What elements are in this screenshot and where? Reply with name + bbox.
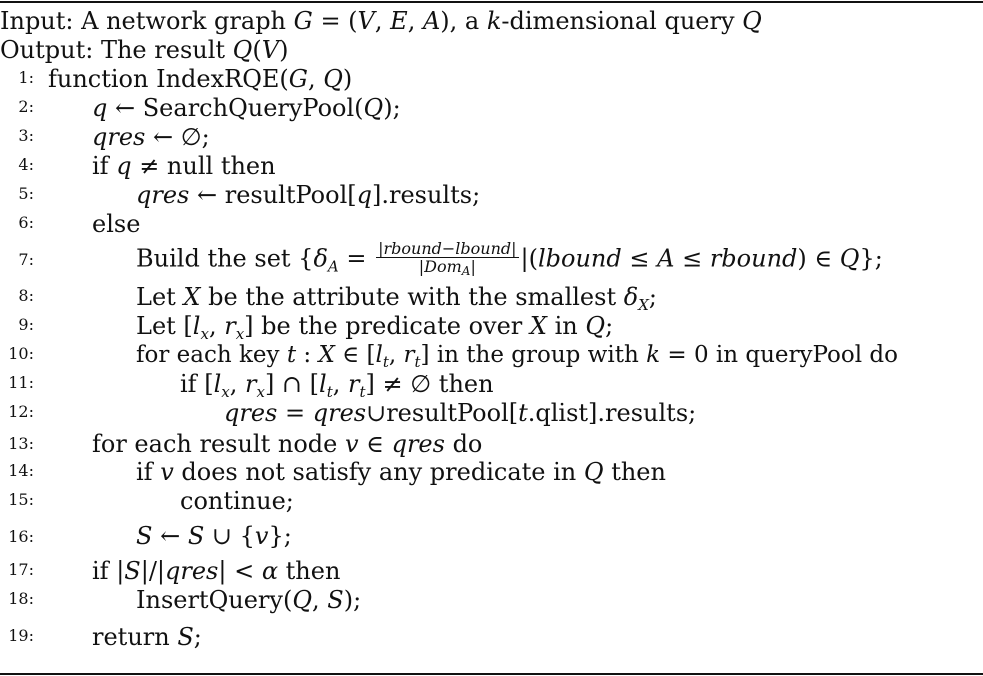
code-var: Q [363, 94, 384, 122]
line-code [180, 489, 294, 513]
algo-line-14 [0, 457, 983, 486]
output-text-2: ( [252, 36, 262, 64]
algo-line-17 [0, 556, 983, 585]
k-symbol: k [486, 7, 502, 35]
input-text-4: , [407, 7, 423, 35]
code-text: = [277, 399, 313, 427]
code-var: Q [292, 586, 312, 614]
code-text: ∈ [358, 430, 392, 458]
code-var: qres [391, 430, 445, 458]
code-text: , [307, 65, 324, 93]
code-var: r [224, 312, 236, 340]
line-number: 11: [8, 373, 34, 392]
code-text: , [388, 342, 404, 368]
code-var: v [344, 430, 359, 458]
code-var: Q [323, 65, 343, 93]
line-number: 14: [8, 461, 34, 480]
line-code [92, 559, 340, 583]
code-var: S [136, 522, 153, 550]
code-text: | < [218, 557, 262, 585]
line-number: 1: [18, 68, 34, 87]
output-line [0, 38, 288, 62]
code-text: if [92, 152, 117, 180]
output-text-1: The result [100, 36, 233, 64]
code-text: else [92, 210, 141, 238]
input-row [0, 6, 983, 35]
line-code [92, 625, 202, 649]
line-code [136, 460, 666, 484]
code-text: , [312, 586, 328, 614]
code-var: X [183, 283, 201, 311]
code-text: ← resultPool[ [189, 181, 357, 209]
algo-line-19 [0, 622, 983, 651]
algo-line-6 [0, 209, 983, 238]
code-text: , [208, 312, 225, 340]
line-code [136, 588, 361, 612]
code-var: r [403, 342, 415, 368]
code-var: qres [165, 557, 219, 585]
subscript: t [382, 353, 389, 371]
subscript: x [235, 325, 245, 343]
line-number: 19: [8, 626, 34, 645]
line-number: 6: [18, 213, 34, 232]
subscript: t [326, 383, 333, 401]
line-number: 2: [18, 97, 34, 116]
line-code [136, 183, 480, 207]
line-code [92, 125, 210, 149]
delta-symbol: δ [623, 283, 639, 311]
code-var: l [319, 370, 327, 398]
input-text-3: , [374, 7, 391, 35]
line-number: 12: [8, 402, 34, 421]
algo-line-15 [0, 486, 983, 517]
subscript: X [638, 296, 649, 314]
line-number: 17: [8, 560, 34, 579]
algo-line-8 [0, 282, 983, 314]
line-code [224, 401, 696, 425]
code-var: A [657, 244, 675, 273]
code-text: .qlist].results; [527, 399, 697, 427]
code-var: t [286, 342, 297, 368]
code-var: r [348, 370, 360, 398]
code-text: ∈ [ [334, 342, 376, 368]
code-text: if | [92, 557, 125, 585]
input-label: Input: [0, 7, 74, 35]
edge-symbol: E [390, 7, 408, 35]
line-number: 7: [18, 250, 34, 269]
code-var: X [529, 312, 547, 340]
code-var: qres [136, 181, 190, 209]
top-rule [0, 1, 983, 3]
code-text: then [278, 557, 341, 585]
code-text: }; [268, 522, 292, 550]
code-text: in [547, 312, 586, 340]
code-var: t [518, 399, 528, 427]
code-text: ) [342, 65, 353, 93]
algo-line-16 [0, 517, 983, 556]
code-text: ← [152, 522, 188, 550]
line-code [92, 96, 401, 120]
code-text: , [229, 370, 245, 398]
code-var: l [192, 312, 201, 340]
line-number: 8: [18, 286, 34, 305]
output-query-symbol: Q [232, 36, 253, 64]
output-vertex-symbol: V [261, 36, 280, 64]
code-text: ) ∈ [797, 244, 840, 273]
attribute-symbol: A [422, 7, 441, 35]
graph-symbol: G [293, 7, 313, 35]
code-var: lbound [537, 244, 622, 273]
code-text: |/| [140, 557, 165, 585]
subscript: A [461, 264, 471, 278]
subscript: x [200, 325, 209, 343]
code-var: l [375, 342, 383, 368]
code-text: function IndexRQE( [48, 65, 289, 93]
line-number: 4: [18, 155, 34, 174]
code-var: v [254, 522, 269, 550]
line-code [136, 524, 292, 548]
line-number: 9: [18, 315, 34, 334]
code-text: ] in the group with [420, 342, 647, 368]
input-text-6: -dimensional query [501, 7, 743, 35]
line-number: 13: [8, 434, 34, 453]
code-var: q [356, 181, 372, 209]
line-number: 5: [18, 184, 34, 203]
code-text: return [92, 623, 178, 651]
line-code [48, 67, 352, 91]
algorithm-block [0, 6, 983, 651]
code-text: ); [383, 94, 401, 122]
code-text: be the attribute with the smallest [200, 283, 624, 311]
input-text-5: ), a [440, 7, 487, 35]
code-var: Q [585, 312, 606, 340]
output-row [0, 35, 983, 64]
line-code [92, 212, 140, 236]
code-text: does not satisfy any predicate in [173, 458, 584, 486]
input-text-1: A network graph [81, 7, 294, 35]
code-var: Q [583, 458, 604, 486]
code-text: }; [859, 244, 883, 273]
algo-line-4 [0, 151, 983, 180]
code-text: Let [136, 283, 184, 311]
fraction-numerator: |rbound−lbound| [378, 239, 517, 258]
algo-line-10 [0, 340, 983, 369]
code-var: l [213, 370, 222, 398]
code-text: ] ∩ [ [264, 370, 320, 398]
algo-line-7 [0, 238, 983, 282]
code-text: = [338, 244, 375, 273]
algo-line-3 [0, 122, 983, 151]
line-number: 18: [8, 589, 34, 608]
algo-line-12 [0, 398, 983, 427]
code-text: continue; [180, 487, 294, 515]
subscript: A [327, 257, 339, 276]
code-text: for each result node [92, 430, 345, 458]
code-text: ≠ null then [131, 152, 276, 180]
output-text-3: ) [279, 36, 289, 64]
subscript: x [256, 383, 265, 401]
fraction-denominator [376, 258, 518, 280]
subscript: x [221, 383, 230, 401]
line-number: 15: [8, 490, 34, 509]
algo-line-2 [0, 93, 983, 122]
code-text: ∪ { [204, 522, 255, 550]
code-text: ] be the predicate over [244, 312, 530, 340]
code-text: Build the set { [136, 244, 314, 273]
code-text: , [332, 370, 349, 398]
code-text: then [603, 458, 666, 486]
code-text: ∪resultPool[ [366, 399, 519, 427]
code-var: S [327, 586, 344, 614]
vertex-symbol: V [357, 7, 375, 35]
code-text: ; [193, 623, 202, 651]
code-var: S [124, 557, 141, 585]
code-text: InsertQuery( [136, 586, 293, 614]
line-number: 16: [8, 527, 34, 546]
code-var: rbound [709, 244, 798, 273]
code-text: ← SearchQueryPool( [107, 94, 364, 122]
code-text: if [136, 458, 161, 486]
line-code [92, 432, 482, 456]
code-var: q [92, 94, 108, 122]
code-var: Q [839, 244, 860, 273]
algo-line-9 [0, 311, 983, 343]
code-text: ≤ [621, 244, 658, 273]
bottom-rule [0, 673, 983, 675]
code-text: Let [ [136, 312, 193, 340]
code-var: r [244, 370, 257, 398]
code-var: k [646, 342, 661, 368]
code-var: q [116, 152, 132, 180]
code-text: ; [605, 312, 614, 340]
code-text: ; [648, 283, 657, 311]
output-label: Output: [0, 36, 94, 64]
code-var: S [187, 522, 205, 550]
code-text: ); [343, 586, 362, 614]
algo-line-5 [0, 180, 983, 209]
query-symbol: Q [742, 7, 762, 35]
code-text: |( [520, 244, 538, 273]
code-text: do [444, 430, 483, 458]
code-var: qres [312, 399, 367, 427]
fraction [376, 240, 518, 280]
code-var: qres [224, 399, 278, 427]
alpha-symbol: α [261, 557, 279, 585]
algo-line-11 [0, 369, 983, 401]
code-text: for each key [136, 342, 287, 368]
code-var: qres [92, 123, 146, 151]
subscript: t [359, 383, 366, 401]
code-var: v [160, 458, 174, 486]
code-var: X [318, 342, 335, 368]
input-line [0, 9, 762, 33]
code-var: G [288, 65, 308, 93]
line-code [136, 240, 883, 280]
line-code [92, 154, 276, 178]
algo-line-18 [0, 585, 983, 622]
delta-symbol: δ [313, 244, 328, 273]
line-number: 10: [8, 344, 34, 363]
algo-line-1 [0, 64, 983, 93]
code-text: : [296, 342, 319, 368]
code-var: S [177, 623, 194, 651]
code-text: ].results; [371, 181, 481, 209]
code-text: ] ≠ ∅ then [365, 370, 494, 398]
algo-line-13 [0, 427, 983, 457]
code-text: if [ [180, 370, 214, 398]
subscript: t [414, 353, 421, 371]
input-text-2: = ( [312, 7, 358, 35]
code-text: = 0 in queryPool do [660, 342, 898, 368]
code-text: ≤ [674, 244, 710, 273]
fraction-denominator-text: | [470, 257, 476, 276]
fraction-denominator-text: |Dom [418, 257, 462, 276]
line-number: 3: [18, 126, 34, 145]
code-text: ← ∅; [145, 123, 210, 151]
